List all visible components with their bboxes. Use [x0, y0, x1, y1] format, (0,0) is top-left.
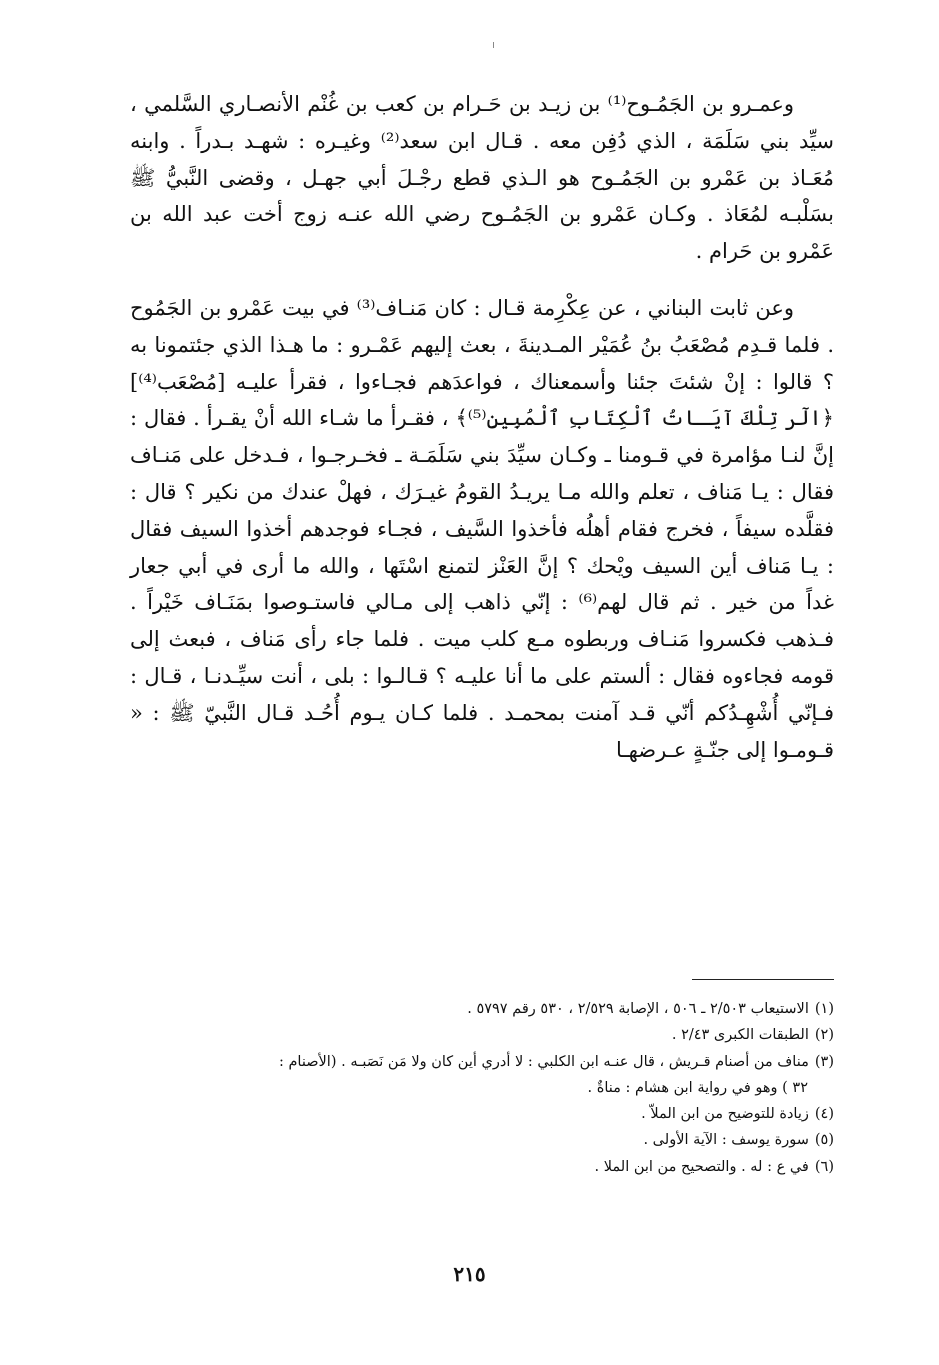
footnote-separator	[692, 979, 834, 980]
footnote-6	[130, 1154, 834, 1180]
paragraph-manaf-story: وعن ثابت البناني ، عن عِكْرِمة قـال : كان مَنـاف⁽³⁾ في بيت عَمْرو بن الجَمُوح . فلما قـدِم مُصْعَبُ بنُ عُمَيْر المـدينةَ ، بعث إليهم عَمْـرو : ما هـذا الذي جئتمونا به ؟ قالوا : إنْ شئتَ جئنا وأسمعناك ، فواعدَهم فجـاءوا ، فقرأ عليـه [مُصْعَب⁽⁴⁾] ﴿الٓر تِلْكَ آيَـاتُ ٱلْكِتَابِ ٱلْمُبِينِ⁽⁵⁾﴾ ، فقـرأ ما شـاء الله أنْ يقـرأ . فقال : إنَّ لنـا مؤامرة في قـومنا ـ وكـان سيِّدَ بني سَلَمَـة ـ فخـرجـوا ، فـدخل على مَنـاف فقال : يـا مَناف ، تعلم والله مـا يريـدُ القومُ غيـرَك ، فهلْ عندك من نكير ؟ قال : فقلَّده سيفاً ، فخرج فقام أهلُه فأخذوا السَّيف ، فجـاء فوجدهم أخذوا السيف فقال : يـا مَناف أين السيف ويْحك ؟ إنَّ العَنْز لتمنع اسْتَها ، والله ما أرى في أبي جعار غداً من خير . ثم قال لهم⁽⁶⁾ : إنّي ذاهب إلى مـالي فاستـوصوا بمَنَـاف خَيْراً . فـذهب فكسروا مَنـاف وربطوه مـع كلب ميت . فلما جاء رأى مَناف ، فبعث إلى قومه فجاءوه فقال : ألستم على ما أنا عليـه ؟ قـالـوا : بلى ، أنت سيِّـدنـا ، قـال : فـإنّي أُشْهِـدُكم أنّي قـد آمنت بمحمـد . فلما كـان يـوم أُحُـد قـال النَّبيّ ﷺ : « قـومـوا إلى جنّـةٍ عـرضهـا	[130, 295, 834, 762]
footnote-4	[130, 1101, 834, 1127]
footnote-text: الطبقات الكبرى ٢/٤٣ .	[671, 1027, 809, 1044]
footnote-3-continuation	[130, 1075, 834, 1101]
footnote-1	[130, 996, 834, 1022]
footnote-number: (٥)	[814, 1132, 834, 1149]
paragraph-amr-ibn-al-jamuh: وعمـرو بن الجَمُـوح⁽¹⁾ بن زيـد بن حَـرام بن كعب بن غُنْم الأنصـاري السَّلمي ، سيِّد بني سَلَمَة ، الذي دُفِن معه . قـال ابن سعد⁽²⁾ وغيـره : شهـد بـدراً . وابنه مُعَـاذ بن عَمْرو بن الجَمُـوح هو الـذي قطع رجْـلَ أبي جهـل ، وقضى النَّبيُّ ﷺ بسَلْبـه لمُعَاذ . وكـان عَمْرو بن الجَمُـوح رضي الله عنـه زوج أخت عبد الله بن عَمْرو بن حَرام .	[130, 92, 834, 264]
footnotes	[130, 996, 834, 1180]
page-number: ٢١٥	[453, 1262, 486, 1286]
footnote-number: (٦)	[814, 1158, 834, 1175]
footnote-text: الاستيعاب ٢/٥٠٣ ـ ٥٠٦ ، الإصابة ٢/٥٢٩ ، ٥٣٠ رقم ٥٧٩٧ .	[467, 1001, 809, 1017]
footnote-number: (٤)	[814, 1106, 834, 1123]
page-tick-mark	[493, 42, 494, 48]
footnote-text: ٣٢ ) وهو في رواية ابن هشام : مناةٌ .	[587, 1079, 808, 1096]
footnote-number: (٢)	[814, 1027, 834, 1044]
body-text	[130, 86, 834, 768]
footnote-text: في ع : له . والتصحيح من ابن الملا .	[594, 1158, 809, 1175]
footnote-number: (٣)	[814, 1053, 834, 1070]
footnote-3	[130, 1049, 834, 1075]
footnote-2	[130, 1022, 834, 1048]
footnote-number: (١)	[814, 1001, 834, 1017]
footnote-5	[130, 1127, 834, 1153]
footnote-text: سورة يوسف : الآية الأولى .	[643, 1132, 809, 1149]
footnote-text: مناف من أصنام قـريش ، قال عنـه ابن الكلبي : لا أدري أين كان ولا مَن نَصَبـه . (الأصنام :	[278, 1053, 809, 1070]
footnote-text: زيادة للتوضيح من ابن الملاّ .	[641, 1106, 809, 1123]
